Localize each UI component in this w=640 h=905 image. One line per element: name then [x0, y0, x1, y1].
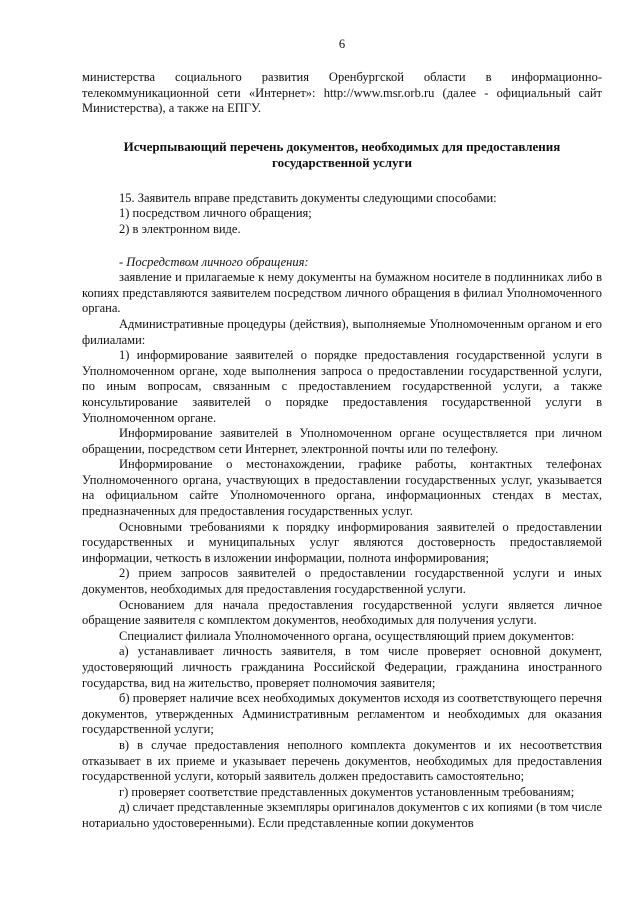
paragraph: б) проверяет наличие всех необходимых документов исходя из соответствующего перечня документов, утвержденных Административным регламентом и необходимых для оказания государственной услуги; — [82, 691, 602, 737]
paragraph: г) проверяет соответствие представленных документов установленным требованиям; — [119, 784, 575, 799]
paragraph: 2) прием запросов заявителей о предоставлении государственной услуги и иных документов, необходимых для предоставления государственной услуги. — [82, 566, 602, 597]
paragraph: Основными требованиями к порядку информирования заявителей о предоставлении государственных и муниципальных услуг являются достоверность предоставляемой информации, четкость в изложении информации, полнота информирования; — [82, 519, 602, 565]
page-number: 6 — [338, 37, 346, 51]
paragraph: Информирование заявителей в Уполномоченном органе осуществляется при личном обращении, посредством сети Интернет, электронной почты или по телефону. — [82, 426, 602, 456]
paragraph: Информирование о местонахождении, графике работы, контактных телефонах Уполномоченного органа, участвующих в предоставлении государственных услуг, указывается на официальном сайте Уполномоченного органа, информационных стендах в местах, предназначенных для предоставления государственных услуг. — [82, 457, 602, 519]
paragraph: заявление и прилагаемые к нему документы на бумажном носителе в подлинниках либо в копиях представляются заявителем посредством личного обращения в филиал Уполномоченного органа. — [82, 270, 602, 316]
way-2: 2) в электронном виде. — [119, 221, 241, 236]
paragraph: 1) информирование заявителей о порядке предоставления государственной услуги в Уполномоченном органе, ходе выполнения запроса о предоставлении государственной услуги, по иным вопросам, связанным с предоставлением государственной услуги, а также консультирование заявителей о порядке предоставления государственной услуги в Уполномоченном органе. — [82, 348, 602, 425]
paragraph: Основанием для начала предоставления государственной услуги является личное обращение заявителя с комплектом документов, необходимых для получения услуги. — [82, 597, 602, 628]
section-heading: Исчерпывающий перечень документов, необходимых для предоставления государственной услуги — [123, 138, 561, 170]
paragraph: д) сличает представленные экземпляры оригиналов документов с их копиями (в том числе нотариально удостоверенными). Если представленные копии документов — [82, 800, 602, 830]
way-1: 1) посредством личного обращения; — [119, 206, 312, 221]
body-paragraphs — [82, 270, 602, 831]
paragraph: Специалист филиала Уполномоченного органа, осуществляющий прием документов: — [119, 628, 575, 643]
spacer — [82, 238, 602, 255]
paragraph: в) в случае предоставления неполного комплекта документов и их несоответствия отказывает в их приеме и указывает перечень документов, необходимых для предоставления государственной услуги, который заявитель должен предоставить самостоятельно; — [82, 737, 602, 784]
paragraph: Административные процедуры (действия), выполняемые Уполномоченным органом и его филиалами: — [82, 316, 602, 347]
intro-paragraph: министерства социального развития Оренбургской области в информационно-телекоммуникационной сети «Интернет»: http://www.msr.orb.ru (далее - официальный сайт Министерства), а также на ЕПГУ. — [82, 70, 602, 116]
personal-appeal-title: - Посредством личного обращения: — [119, 254, 309, 269]
clause-15: 15. Заявитель вправе представить документы следующими способами: — [119, 190, 497, 205]
paragraph: а) устанавливает личность заявителя, в том числе проверяет основной документ, удостоверяющий личность гражданина Российской Федерации, гражданина иностранного государства, вид на жительство, проверяет полномочия заявителя; — [82, 644, 602, 690]
